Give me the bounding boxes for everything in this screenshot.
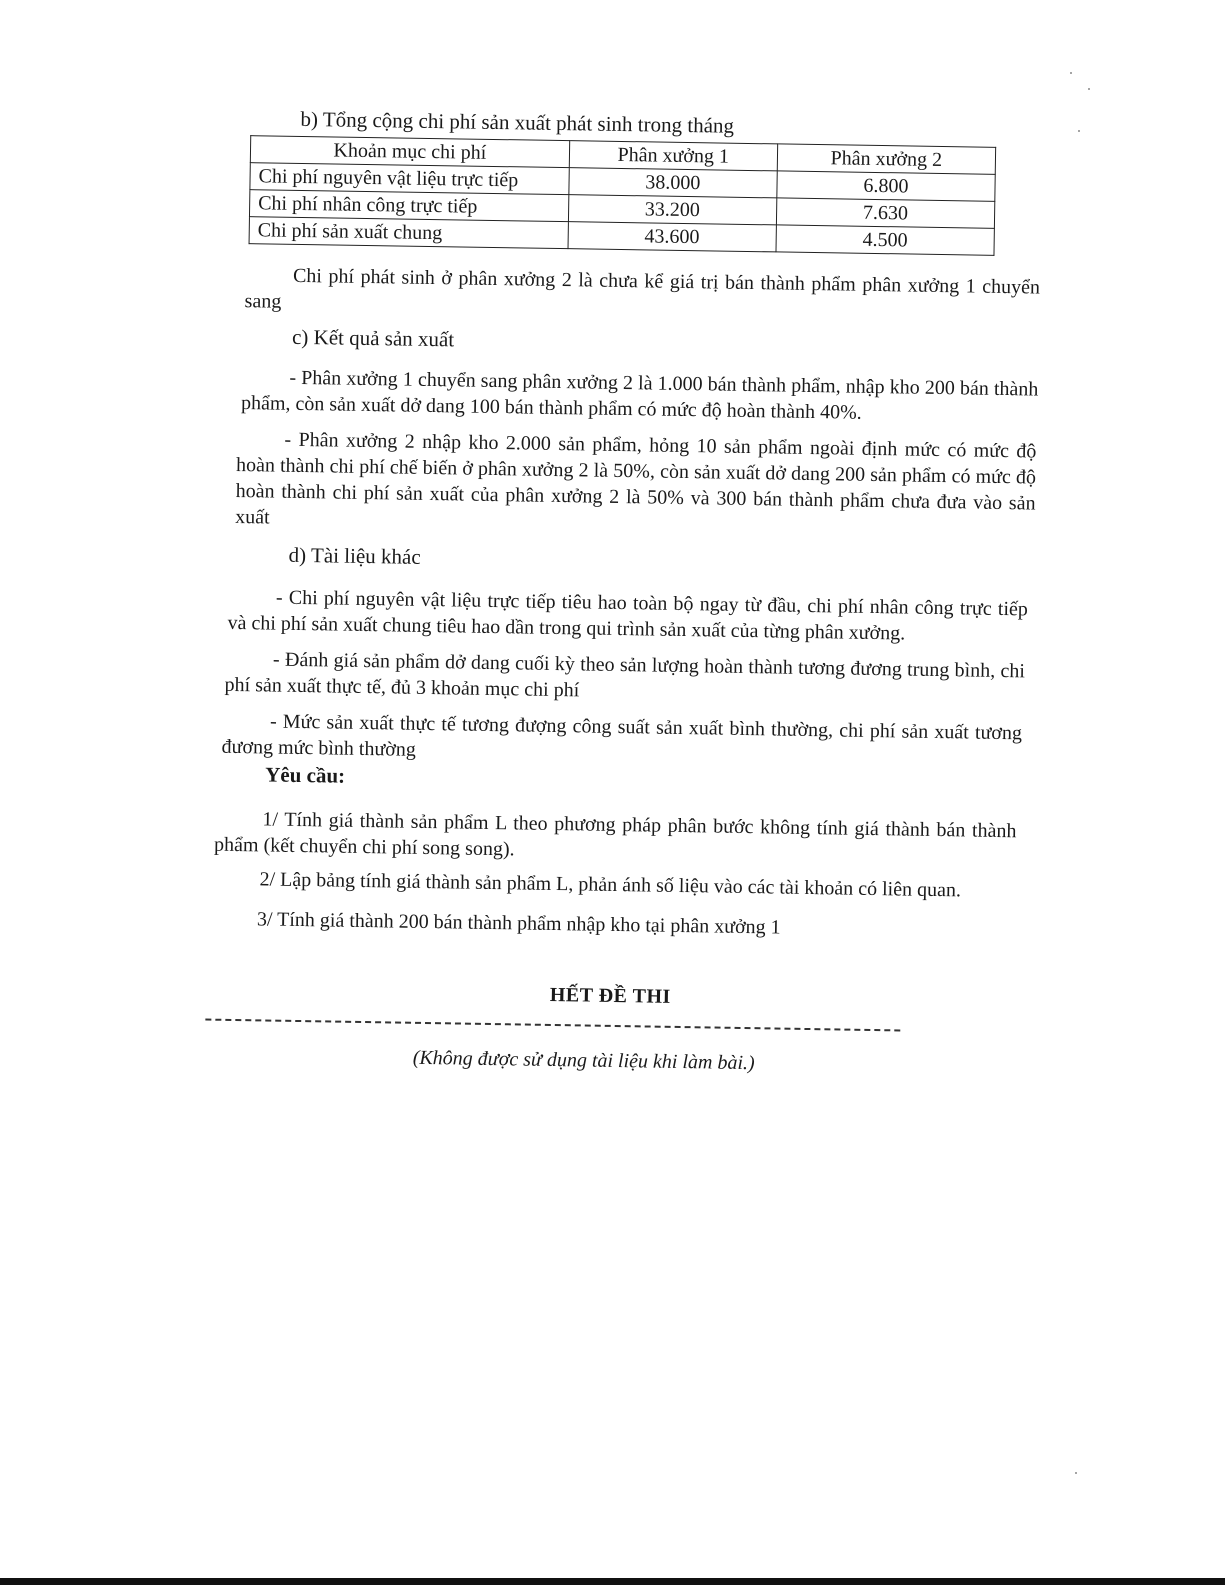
table-cell: 38.000 (569, 168, 778, 198)
section-c-heading: c) Kết quả sản xuất (291, 324, 455, 352)
requirement-3: 3/ Tính giá thành 200 bán thành phẩm nhập kho tại phân xưởng 1 (256, 908, 781, 939)
section-d-heading: d) Tài liệu khác (288, 542, 421, 569)
table-header-cell: Phân xưởng 1 (569, 141, 778, 171)
scan-edge-bar (0, 1578, 1225, 1585)
scan-speck (1070, 72, 1072, 74)
scan-speck (1078, 130, 1080, 132)
requirement-1: 1/ Tính giá thành sản phẩm L theo phương pháp phân bước không tính giá thành bán thành phẩm (kết chuyển chi phí song song). (213, 808, 1017, 861)
table-header-cell: Phân xưởng 2 (777, 144, 996, 174)
table-cell: 6.800 (777, 171, 996, 201)
table-cell: 33.200 (568, 195, 777, 225)
end-of-exam-title: HẾT ĐỀ THI (549, 983, 671, 1008)
scan-speck (1075, 1472, 1077, 1474)
requirement-2: 2/ Lập bảng tính giá thành sản phẩm L, phản ánh số liệu vào các tài khoản có liên quan. (259, 868, 962, 902)
section-c-item-2: - Phân xưởng 2 nhập kho 2.000 sản phẩm, hỏng 10 sản phẩm ngoài định mức có mức độ hoàn thành chi phí chế biến ở phân xưởng 2 là 50%, còn sản xuất dở dang 200 sản phẩm có mức độ hoàn thành chi phí sản xuất của phân xưởng 2 là 50% và 300 bán thành phẩm chưa đưa vào sản xuất (235, 428, 1037, 529)
cost-table (249, 135, 997, 256)
section-d-item-2: - Đánh giá sản phẩm dở dang cuối kỳ theo sản lượng hoàn thành tương đương trung bình, chi phí sản xuất thực tế, đủ 3 khoản mục chi phí (224, 648, 1026, 702)
section-d-item-1: - Chi phí nguyên vật liệu trực tiếp tiêu hao toàn bộ ngay từ đầu, chi phí nhân công trực tiếp và chi phí sản xuất chung tiêu hao dần trong qui trình sản xuất của từng phân xưởng. (227, 586, 1029, 645)
table-cell: Chi phí sản xuất chung (249, 217, 568, 249)
no-materials-note: (Không được sử dụng tài liệu khi làm bài.) (412, 1046, 755, 1075)
section-c-item-1: - Phân xưởng 1 chuyển sang phân xưởng 2 là 1.000 bán thành phẩm, nhập kho 200 bán thành phẩm, còn sản xuất dở dang 100 bán thành phẩm có mức độ hoàn thành 40%. (240, 366, 1039, 424)
table-cell: 43.600 (568, 222, 777, 252)
scan-speck (1088, 88, 1090, 90)
table-header-cell: Khoản mục chi phí (250, 136, 569, 168)
table-cell: 7.630 (776, 198, 995, 228)
section-d-item-3: - Mức sản xuất thực tế tương đượng công suất sản xuất bình thường, chi phí sản xuất tương đương mức bình thường (221, 710, 1023, 761)
table-cell: Chi phí nhân công trực tiếp (249, 190, 568, 222)
section-b-heading: b) Tổng cộng chi phí sản xuất phát sinh trong tháng (300, 106, 735, 138)
table-cell: 4.500 (776, 225, 995, 255)
divider (205, 1019, 900, 1032)
table-cell: Chi phí nguyên vật liệu trực tiếp (250, 163, 569, 195)
requirements-heading: Yêu cầu: (265, 762, 346, 788)
section-b-note: Chi phí phát sinh ở phân xưởng 2 là chưa kể giá trị bán thành phẩm phân xưởng 1 chuyển sang (244, 264, 1041, 313)
